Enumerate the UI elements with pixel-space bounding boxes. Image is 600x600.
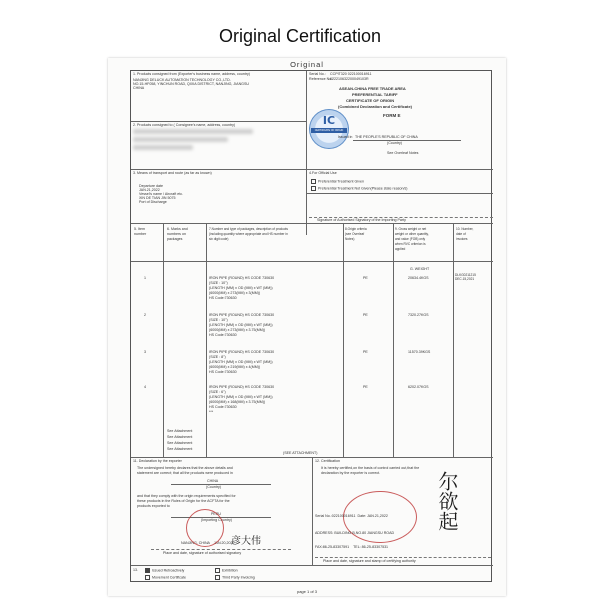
declaration-line: The undersigned hereby declares that the above details and — [137, 466, 233, 470]
col8-header-2: (see Overleaf — [345, 232, 365, 236]
col9-header-4: when RVC criterion is — [395, 242, 426, 246]
item-number: 1 — [144, 276, 146, 280]
item-number: 4 — [144, 385, 146, 389]
col5-header-1: 5. Item — [134, 227, 145, 231]
page-heading: Original Certification — [218, 26, 382, 46]
option-movement-label: Movement Certificate — [152, 575, 186, 580]
divider — [131, 169, 493, 170]
exporter-line-3: CHINA — [133, 86, 145, 90]
exporter-signature-label: Place and date, signature of authorised signatory — [163, 551, 242, 555]
item-desc-line: (SIZE : 8") — [209, 355, 226, 359]
invoice-number: DLKG0211215 — [455, 273, 476, 277]
redacted-consignee — [133, 129, 253, 134]
option-exhibition-label: Exhibition — [222, 568, 238, 573]
logo-mark: IC — [322, 114, 336, 127]
issued-country: THE PEOPLE'S REPUBLIC OF CHINA — [355, 135, 418, 139]
attachment-note: See Attachment — [167, 435, 193, 439]
certification-serial: Serial No.:022100016911 Date: JAN.21,2022 — [315, 514, 388, 518]
attachment-note: See Attachment — [167, 441, 193, 445]
option-given — [311, 179, 364, 184]
reference-label: Reference No.: — [309, 77, 334, 81]
col6-header-3: packages — [167, 237, 183, 241]
col6-header-2: numbers on — [167, 232, 186, 236]
checkbox — [311, 179, 316, 184]
item-origin: PE — [363, 276, 368, 280]
divider — [312, 457, 313, 565]
checkbox-checked — [145, 568, 150, 573]
item-desc-line: (6000(MM) x 273(MM) x 3(MM)) — [209, 291, 261, 295]
col6-header-1: 6. Marks and — [167, 227, 188, 231]
certifier-contact: FAX:86-25-83307591 TEL: 86-25-83307531 — [315, 545, 389, 549]
divider — [453, 223, 454, 457]
country-caption: (Country) — [387, 141, 402, 145]
col7-header-2: (including quantity where appropriate and HS number in — [209, 232, 288, 236]
item-desc-line: (SIZE : 10") — [209, 281, 228, 285]
col9-header-3: and value (FOB) only — [395, 237, 426, 241]
divider — [131, 121, 306, 122]
box2-label: 2. Products consigned to ( Consignee's name, address, country) — [133, 123, 236, 127]
item-desc-line: (6000(MM) x 273(MM) x 3.75(MM)) — [209, 328, 266, 332]
col5-header-2: number — [134, 232, 147, 236]
box12-label: 12. Certification — [315, 459, 340, 463]
see-attachment: (SEE ATTACHMENT) — [283, 451, 318, 455]
production-country: CHINA — [207, 479, 219, 483]
country-caption: (Country) — [206, 485, 221, 489]
divider — [393, 223, 394, 457]
col8-header-3: Notes) — [345, 237, 355, 241]
item-desc-line: (LENGTH (MM) x OD (MM) x WT (MM)) — [209, 286, 273, 290]
item-origin: PE — [363, 350, 368, 354]
serial-label: Serial No.: — [309, 72, 326, 76]
item-desc-line: IRON PIPE (ROUND) HS CODE 730630 — [209, 385, 275, 389]
serial-value: CCPIT320 022100016911 — [330, 72, 372, 76]
vessel-name: XIN DE TIAN JIN 5075 — [139, 196, 176, 200]
declaration-line: these products in the Rules of Origin for the ACFTA for the — [137, 499, 230, 503]
attachment-note: See Attachment — [167, 429, 193, 433]
redacted-consignee — [133, 145, 193, 150]
exporter-line-1: NANJING DELUCK AUTOMATION TECHNOLOGY CO.,LTD. — [133, 78, 231, 82]
importing-caption: (Importing Country) — [201, 518, 232, 522]
option-exhibition — [215, 568, 238, 573]
attachment-note: See Attachment — [167, 447, 193, 451]
issued-in-label: Issued in — [338, 135, 353, 139]
logo-banner: CERTIFICATE OF ORIGIN — [311, 128, 347, 133]
item-weight: 11570.39KGS — [408, 350, 431, 354]
gross-weight-label: G. WEIGHT — [410, 267, 430, 271]
box13-label: 13. — [133, 568, 138, 572]
certification-line: It is hereby certified,on the basis of control carried out,that the — [321, 466, 420, 470]
item-desc-line: (LENGTH (MM) x OD (MM) x WT (MM)) — [209, 395, 273, 399]
box3-label: 3. Means of transport and route (as far as known) — [133, 171, 212, 175]
box1-label: 1. Products consigned from (Exporter's business name, address, country) — [133, 72, 250, 76]
item-desc-line: IRON PIPE (ROUND) HS CODE 730630 — [209, 276, 275, 280]
checkbox — [215, 575, 220, 580]
exporter-line-2: NO.15-HF058, YINCHUN ROAD, QIXIA DISTRICT, NANJING, JIANGSU — [133, 82, 249, 86]
item-desc-line: HS Code:730630 — [209, 370, 237, 374]
divider — [306, 71, 307, 235]
option-not-given-label: Preferential Treatment Not Given(Please state reason/s) — [318, 186, 408, 191]
item-origin: PE — [363, 313, 368, 317]
item-desc-line: HS Code:730630 — [209, 405, 237, 409]
item-desc-line: (6000(MM) x 168(MM) x 3.75(MM)) — [209, 400, 266, 404]
title-line-1: ASEAN-CHINA FREE TRADE AREA — [339, 86, 406, 91]
option-retroactive — [145, 568, 184, 573]
checkbox — [311, 186, 316, 191]
exporter-stamp — [186, 509, 224, 547]
document-title: Original — [290, 60, 324, 69]
col10-header-3: invoices — [456, 237, 468, 241]
item-desc-line: IRON PIPE (ROUND) HS CODE 730630 — [209, 313, 275, 317]
form-e-label: FORM E — [383, 113, 401, 118]
item-desc-line: (SIZE : 10") — [209, 318, 228, 322]
title-line-4: (Combined Declaration and Certificate) — [338, 104, 413, 109]
invoice-date: DEC.15,2021 — [455, 277, 475, 281]
divider — [206, 223, 207, 457]
item-desc-line: *** — [209, 410, 214, 414]
title-line-3: CERTIFICATE OF ORIGIN — [346, 98, 395, 103]
item-desc-line: IRON PIPE (ROUND) HS CODE 730630 — [209, 350, 275, 354]
checkbox — [145, 575, 150, 580]
certifier-signature-label: Place and date, signature and stamp of certifying authority — [323, 559, 416, 563]
col7-header-3: six digit code) — [209, 237, 229, 241]
item-desc-line: HS Code:730630 — [209, 296, 237, 300]
checkbox — [215, 568, 220, 573]
col7-header-1: 7.Number and type of packages, description of products — [209, 227, 289, 231]
exporter-signature: 彦大伟 — [231, 536, 261, 547]
option-retroactive-label: Issued Retroactively — [152, 568, 185, 573]
item-weight: 6202.07KGS — [408, 385, 429, 389]
reference-value: 022210632200049103R — [330, 77, 369, 81]
item-weight: 20634.4KGS — [408, 276, 429, 280]
divider — [131, 223, 493, 224]
option-third-party-label: Third Party Invoicing — [222, 575, 255, 580]
col9-header-2: weight or other quantity, — [395, 232, 429, 236]
col10-header-1: 10. Number, — [456, 227, 474, 231]
item-desc-line: (LENGTH (MM) x OD (MM) x WT (MM)) — [209, 360, 273, 364]
certificate-document — [108, 58, 506, 596]
item-desc-line: (6000(MM) x 219(MM) x 4(MM)) — [209, 365, 261, 369]
box11-label: 11. Declaration by the exporter — [133, 459, 182, 463]
declaration-line: and that they comply with the origin requirements specified for — [137, 494, 236, 498]
importing-country: PERU — [211, 512, 221, 516]
col10-header-2: date of — [456, 232, 466, 236]
departure-label: Departure date — [139, 184, 163, 188]
certificate-logo — [309, 109, 349, 149]
certification-line: declaration by the exporter is correct. — [321, 471, 381, 475]
divider — [131, 261, 493, 262]
vessel-label: Vessel's name / Aircraft etc. — [139, 192, 184, 196]
importing-signature-label: Signature of Authorised Signatory of the Importing Party — [317, 218, 406, 222]
item-desc-line: HS Code:730630 — [209, 333, 237, 337]
col8-header-1: 8.Origin criteria — [345, 227, 367, 231]
divider — [306, 193, 493, 194]
port-label: Port of Discharge — [139, 200, 167, 204]
col9-header-1: 9. Gross weight or net — [395, 227, 427, 231]
declaration-line: products exported to — [137, 504, 170, 508]
form-frame — [130, 70, 492, 582]
box4-label: 4.For Official Use — [309, 171, 337, 175]
redacted-consignee — [133, 137, 228, 142]
divider — [163, 223, 164, 457]
item-desc-line: (SIZE : 6") — [209, 390, 226, 394]
departure-date: JAN.21,2022 — [139, 188, 160, 192]
item-number: 3 — [144, 350, 146, 354]
item-desc-line: (LENGTH (MM) x OD (MM) x WT (MM)) — [209, 323, 273, 327]
overleaf-notes: See Overleaf Notes — [387, 151, 419, 155]
page-number: page 1 of 3 — [296, 589, 318, 594]
certifier-signature: 尔欲起 — [435, 471, 459, 531]
option-movement — [145, 575, 186, 580]
declaration-line: statement are correct; that all the products were produced in — [137, 471, 233, 475]
divider — [131, 565, 493, 566]
option-third-party — [215, 575, 255, 580]
certifier-address: ADDRESS: BUILDING B,NO.80 JIANGSU ROAD — [315, 531, 395, 535]
col9-header-5: applied — [395, 247, 406, 251]
title-line-2: PREFERENTIAL TARIFF — [352, 92, 398, 97]
item-origin: PE — [363, 385, 368, 389]
place-date: NANJING, CHINA JAN.20,2022 — [181, 541, 235, 545]
option-given-label: Preferential Treatment Given — [318, 179, 364, 184]
divider — [343, 223, 344, 457]
item-number: 2 — [144, 313, 146, 317]
option-not-given — [311, 186, 408, 191]
item-weight: 7320.27KGS — [408, 313, 429, 317]
